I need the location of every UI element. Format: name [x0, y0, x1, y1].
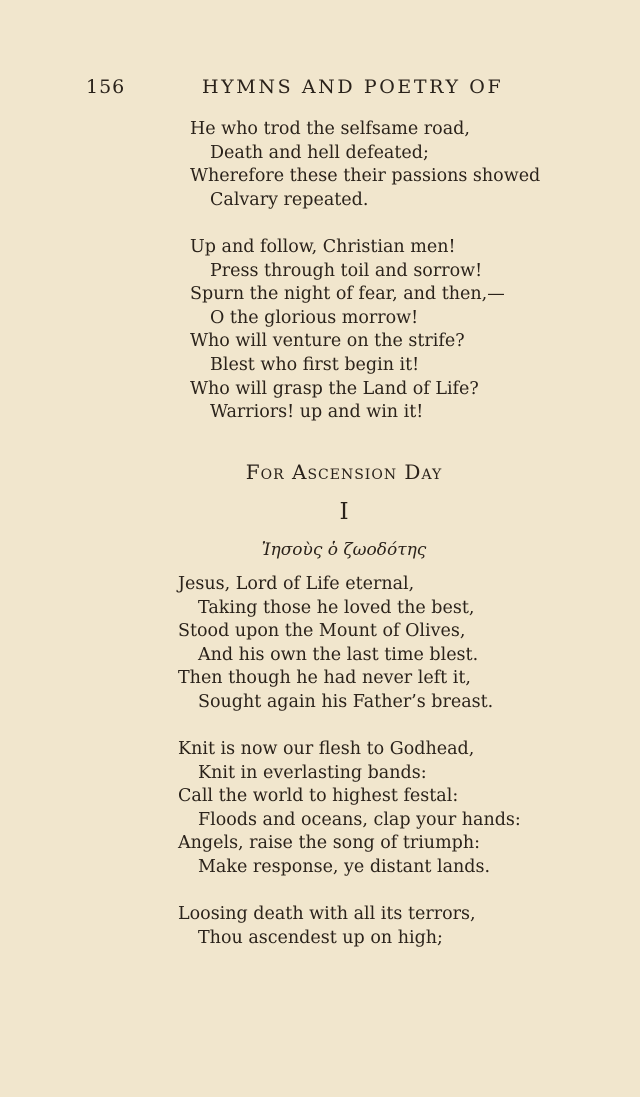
poem-line: Spurn the night of fear, and then,— — [190, 284, 505, 305]
poem-line: Wherefore these their passions showed — [190, 166, 541, 187]
poem-line: He who trod the selfsame road, — [190, 119, 470, 139]
poem-line: Calvary repeated. — [210, 189, 369, 210]
poem-line: Call the world to highest festal: — [178, 786, 459, 807]
poem-line: Knit in everlasting bands: — [198, 762, 427, 783]
stanza — [190, 236, 505, 425]
greek-epigraph: Ἰησοὺς ὁ ζωοδότης — [261, 540, 427, 560]
stanza — [178, 573, 493, 715]
poem-line: Then though he had never left it, — [178, 668, 471, 689]
poem-line: And his own the last time blest. — [198, 644, 479, 665]
poem-line: Angels, raise the song of triumph: — [178, 833, 481, 854]
running-title: HYMNS AND POETRY OF — [202, 76, 504, 98]
poem-line: Loosing death with all its terrors, — [178, 904, 476, 924]
section-title: For Ascension Day — [245, 460, 443, 484]
stanza — [178, 903, 476, 950]
poem-line: Knit is now our flesh to Godhead, — [178, 739, 475, 759]
poem-line: Thou ascendest up on high; — [198, 927, 443, 948]
stanza — [190, 118, 540, 212]
section-numeral: I — [339, 499, 349, 525]
poem-line: Up and follow, Christian men! — [190, 237, 456, 257]
poem-line: Press through toil and sorrow! — [210, 260, 483, 281]
poem-line: Death and hell defeated; — [210, 142, 429, 163]
stanza — [178, 738, 521, 880]
poem-line: Taking those he loved the best, — [198, 597, 475, 618]
poem-line: Blest who first begin it! — [210, 354, 420, 375]
poem-line: Make response, ye distant lands. — [198, 856, 491, 877]
poem-line: Sought again his Father’s breast. — [198, 691, 494, 712]
poem-line: Warriors! up and win it! — [210, 402, 424, 423]
poem-line: Who will venture on the strife? — [190, 331, 465, 352]
poem-line: Who will grasp the Land of Life? — [190, 378, 479, 399]
poem-line: Stood upon the Mount of Olives, — [178, 621, 466, 642]
poem-line: Jesus, Lord of Life eternal, — [178, 574, 415, 594]
poem-line: O the glorious morrow! — [210, 307, 419, 328]
poem-line: Floods and oceans, clap your hands: — [198, 809, 521, 830]
page-number: 156 — [86, 76, 126, 98]
